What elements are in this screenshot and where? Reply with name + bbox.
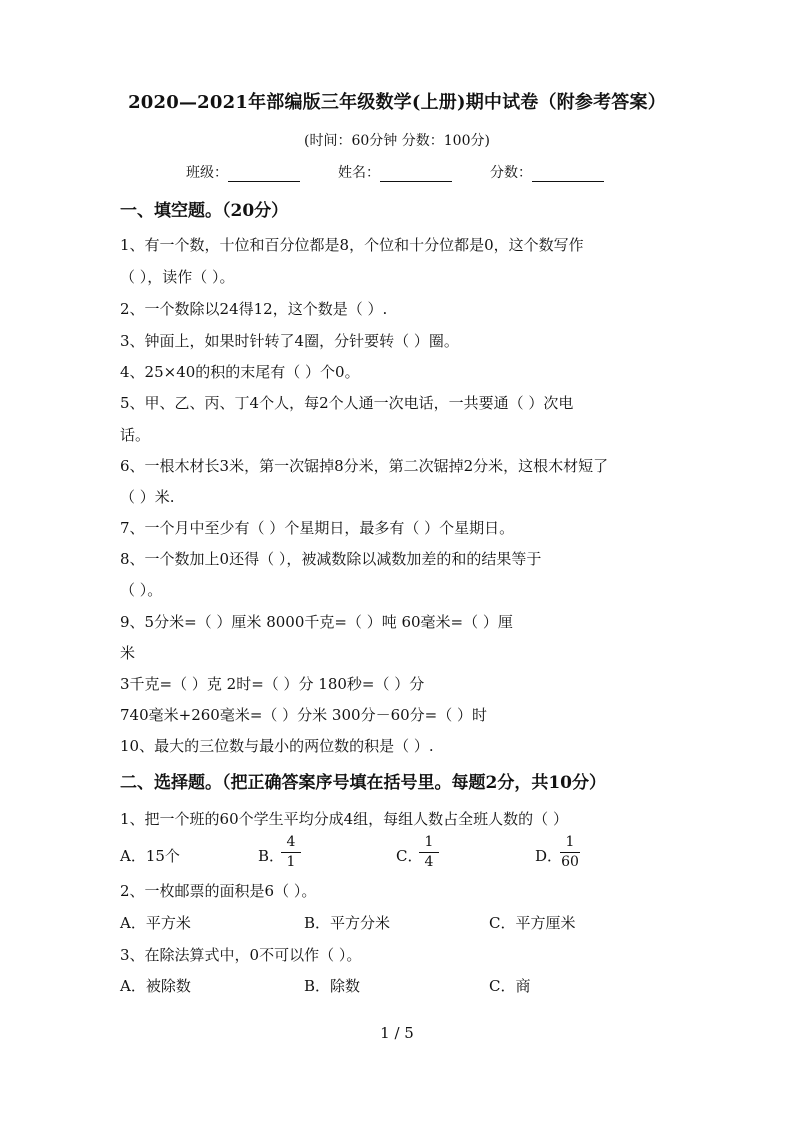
name-label: 姓名： [338, 165, 380, 181]
question-line: 1、把一个班的60个学生平均分成4组，每组人数占全班人数的（ ） [120, 810, 568, 828]
fraction-bar [419, 852, 439, 853]
question-line: 6、一根木材长3米，第一次锯掉8分米，第二次锯掉2分米，这根木材短了 [120, 457, 609, 475]
question-line: 3千克=（ ）克 2时=（ ）分 180秒=（ ）分 [120, 675, 425, 693]
page-title: 2020—2021年部编版三年级数学(上册)期中试卷（附参考答案） [128, 92, 666, 113]
name-blank [380, 165, 452, 182]
section-1-title: 一、填空题。（20分） [120, 201, 289, 221]
choice-b: B．平方分米 [304, 914, 391, 932]
question-line: （ ）。 [120, 581, 163, 599]
question-line: 3、在除法算式中，0不可以作（ ）。 [120, 946, 362, 964]
score-blank [532, 165, 604, 182]
choice-c-label: C． [396, 847, 423, 865]
choice-b-label: B． [258, 847, 285, 865]
section-2-title: 二、选择题。（把正确答案序号填在括号里。每题2分，共10分） [120, 773, 606, 793]
question-line: 5、甲、乙、丙、丁4个人，每2个人通一次电话，一共要通（ ）次电 [120, 394, 574, 412]
class-label: 班级： [186, 165, 228, 181]
question-line: 7、一个月中至少有（ ）个星期日，最多有（ ）个星期日。 [120, 519, 515, 537]
question-line: 话。 [120, 426, 151, 444]
fraction-denominator: 60 [561, 854, 579, 870]
fraction-bar [281, 852, 301, 853]
choice-d-fraction [557, 834, 583, 871]
exam-time-score: (时间：60分钟 分数：100分) [304, 133, 490, 149]
choice-a: A．被除数 [120, 977, 191, 995]
fraction-denominator: 1 [286, 854, 296, 870]
choice-c: C．平方厘米 [489, 914, 576, 932]
question-line: 3、钟面上，如果时针转了4圈，分针要转（ ）圈。 [120, 332, 459, 350]
fraction-bar [560, 852, 580, 853]
question-line: 2、一枚邮票的面积是6（ ）。 [120, 882, 317, 900]
question-line: 8、一个数加上0还得（ ），被减数除以减数加差的和的结果等于 [120, 550, 542, 568]
page-number: 1 / 5 [380, 1024, 414, 1042]
choice-a: A．平方米 [120, 914, 191, 932]
question-line: 9、5分米=（ ）厘米 8000千克=（ ）吨 60毫米=（ ）厘 [120, 613, 513, 631]
fraction-denominator: 4 [424, 854, 434, 870]
choice-c-fraction [416, 834, 442, 871]
score-field [490, 162, 604, 182]
question-line: （ ），读作（ ）。 [120, 268, 235, 286]
choice-b: B．除数 [304, 977, 361, 995]
class-blank [228, 165, 300, 182]
fraction-numerator: 4 [286, 834, 296, 850]
choice-a: A．15个 [120, 847, 180, 865]
question-line: （ ）米. [120, 488, 175, 506]
choice-c: C．商 [489, 977, 531, 995]
choice-b-fraction [278, 834, 304, 871]
question-line: 1、有一个数，十位和百分位都是8，个位和十分位都是0，这个数写作 [120, 236, 584, 254]
class-field [186, 162, 300, 182]
question-line: 米 [120, 644, 136, 662]
question-line: 740毫米+260毫米=（ ）分米 300分－60分=（ ）时 [120, 706, 487, 724]
fraction-numerator: 1 [424, 834, 434, 850]
name-field [338, 162, 452, 182]
choice-d-label: D． [535, 847, 563, 865]
question-line: 2、一个数除以24得12，这个数是（ ）. [120, 300, 388, 318]
fraction-numerator: 1 [565, 834, 575, 850]
question-line: 10、最大的三位数与最小的两位数的积是（ ）. [120, 737, 434, 755]
score-label: 分数： [490, 165, 532, 181]
question-line: 4、25×40的积的末尾有（ ）个0。 [120, 363, 360, 381]
